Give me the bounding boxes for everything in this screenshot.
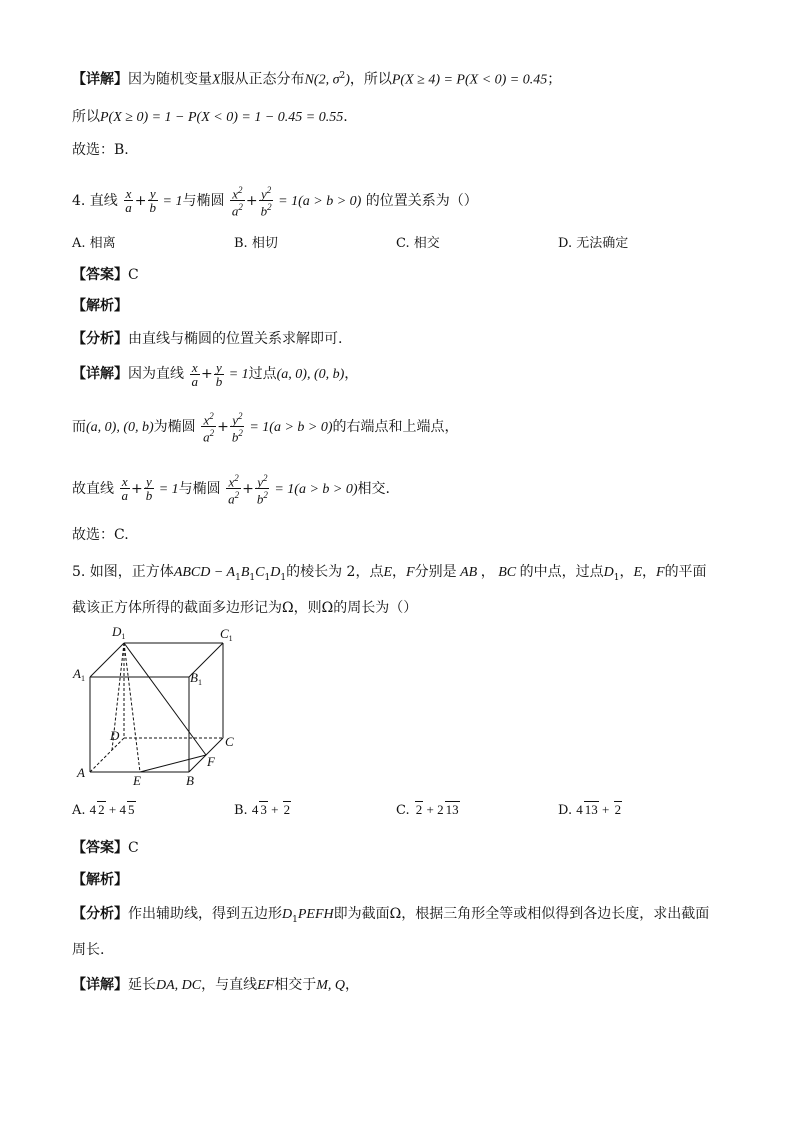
edge-ef <box>140 755 206 772</box>
label-d: D <box>110 728 120 743</box>
option-d: D. 4 13 + 2 <box>558 802 622 818</box>
label-c: C <box>225 734 234 749</box>
question-5-options <box>72 800 722 822</box>
q4-detail-3: 故直线 $\frac{x}{a}$ + $\frac{y}{b}$ = 1与椭圆 $\frac{x^2}{a^2}$ + $\frac{y^2}{b^2}$ = 1(a > b > 0)相交. <box>72 473 390 507</box>
detail-line-result: 所以P(X ≥ 0) = 1 − P(X < 0) = 1 − 0.45 = 0.55. <box>72 109 348 125</box>
label-a: A <box>77 765 85 780</box>
question-5-line-2: 截该正方体所得的截面多边形记为Ω，则Ω的周长为（） <box>72 600 418 616</box>
q5-answer: 【答案】C <box>72 840 139 856</box>
q4-detail-2: 而(a, 0), (0, b)为椭圆 $\frac{x^2}{a^2}$ + $\frac{y^2}{b^2}$ = 1(a > b > 0)的右端点和上端点， <box>72 411 459 445</box>
label-c1: $C_1$ <box>220 626 233 643</box>
label-f: F <box>207 754 215 769</box>
question-4-options <box>72 234 722 254</box>
q5-fenxi-cont: 周长. <box>72 942 105 958</box>
detail-line-normal: 【详解】因为随机变量X服从正态分布N(2, $\sigma^2$)，所以P(X ≥ 4) = P(X < 0) = 0.45； <box>72 71 562 88</box>
label-b: B <box>186 773 194 788</box>
q4-choose: 故选：C. <box>72 527 129 543</box>
option-d: D. 无法确定 <box>558 236 629 251</box>
option-c: C. 相交 <box>396 236 440 251</box>
q4-detail-1: 【详解】因为直线 $\frac{x}{a}$ + $\frac{y}{b}$ = 1过点(a, 0), (0, b)， <box>72 359 359 389</box>
label-e: E <box>133 773 141 788</box>
q4-fenxi: 【分析】由直线与椭圆的位置关系求解即可. <box>72 331 343 347</box>
q4-analysis-tag: 【解析】 <box>72 298 128 314</box>
edge-ad-hidden <box>90 738 124 772</box>
q4-answer: 【答案】C <box>72 267 139 283</box>
option-b: B. 相切 <box>234 236 278 251</box>
label-b1: $B_1$ <box>190 670 202 687</box>
label-d1: $D_1$ <box>112 624 126 641</box>
choose-answer-3: 故选：B. <box>72 142 129 158</box>
label-a1: $A_1$ <box>73 666 85 683</box>
option-a: A. 相离 <box>72 236 116 251</box>
detail-tag: 【详解】 <box>72 71 128 88</box>
cube-figure <box>70 622 250 790</box>
q5-fenxi: 【分析】作出辅助线，得到五边形$D_1PEFH$即为截面Ω，根据三角形全等或相似得到各边长度，求出截面 <box>72 906 710 925</box>
question-4-stem: 4. 直线 $\frac{x}{a}$ + $\frac{y}{b}$ = 1与椭圆 $\frac{x^2}{a^2}$ + $\frac{y^2}{b^2}$ = 1(a > b > 0) 的位置关系为（） <box>72 185 478 219</box>
question-5-line-1: 5. 如图，正方体ABCD − $A_1B_1C_1D_1$的棱长为 2，点E，F分别是 AB ， BC 的中点，过点$D_1$，E，F的平面 <box>72 564 707 583</box>
q5-detail: 【详解】延长DA, DC，与直线EF相交于M, Q， <box>72 977 360 993</box>
option-c: C. 2 + 2 13 <box>396 802 459 818</box>
option-b: B. 4 3 + 2 <box>234 802 291 818</box>
option-a: A. 4 2 + 4 5 <box>72 802 135 818</box>
edge-a1d1 <box>90 643 124 677</box>
q5-analysis-tag: 【解析】 <box>72 872 128 888</box>
